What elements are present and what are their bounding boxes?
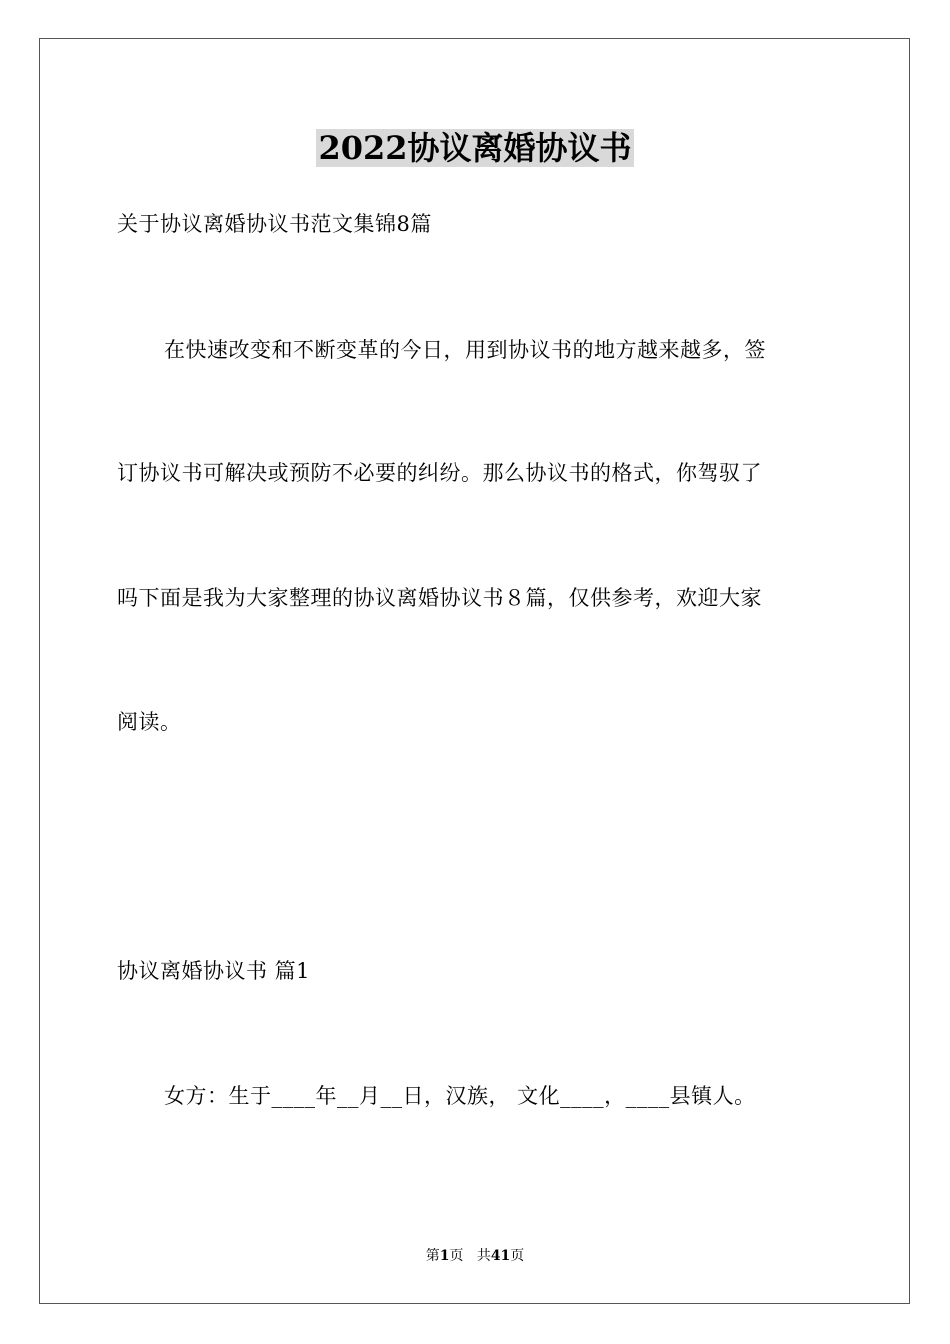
document-title-container xyxy=(0,126,950,170)
footer-page-suffix: 页 xyxy=(449,1248,464,1264)
footer-page-number: 1 xyxy=(439,1248,450,1264)
intro-line-4: 阅读。 xyxy=(117,710,182,734)
intro-line-1: 在快速改变和不断变革的今日，用到协议书的地方越来越多，签 xyxy=(164,338,766,362)
footer-total-suffix: 页 xyxy=(510,1248,525,1264)
footer-total-pages: 41 xyxy=(490,1248,511,1264)
intro-line-2: 订协议书可解决或预防不必要的纠纷。那么协议书的格式，你驾驭了 xyxy=(117,461,762,485)
footer-total-prefix: 共 xyxy=(476,1248,491,1264)
document-title: 2022协议离婚协议书 xyxy=(318,129,632,167)
page-footer xyxy=(0,1246,950,1266)
section-heading: 协议离婚协议书 篇1 xyxy=(117,959,311,983)
intro-line-3: 吗下面是我为大家整理的协议离婚协议书８篇，仅供参考，欢迎大家 xyxy=(117,586,762,610)
footer-page-prefix: 第 xyxy=(425,1248,440,1264)
party-line: 女方：生于____年__月__日，汉族， 文化____，____县镇人。 xyxy=(164,1084,756,1108)
document-subtitle: 关于协议离婚协议书范文集锦8篇 xyxy=(117,212,432,236)
